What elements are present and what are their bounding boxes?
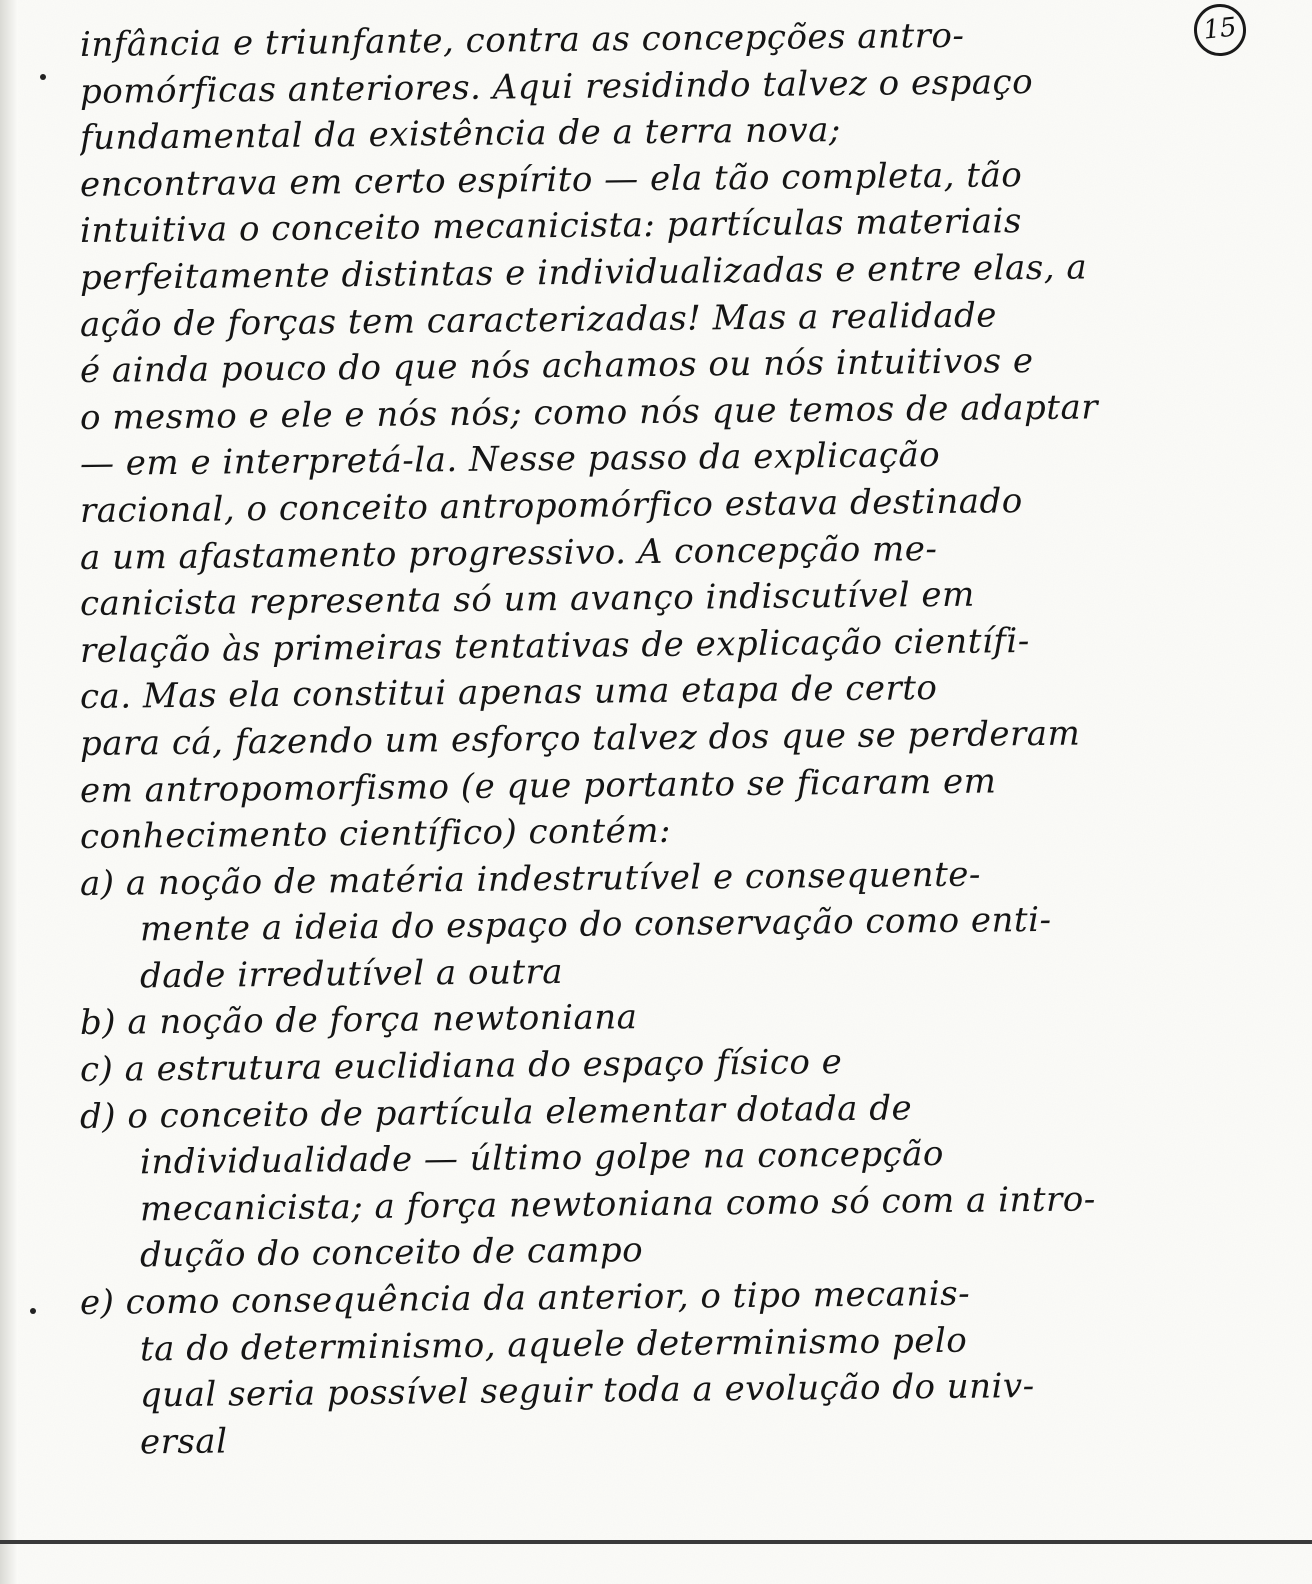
list-item-a: a) a noção de matéria indestrutível e consequente- xyxy=(79,854,982,904)
margin-mark xyxy=(40,74,46,80)
text-line: o mesmo e ele e nós nós; como nós que temos de adaptar xyxy=(79,387,1099,438)
page-bottom-edge xyxy=(0,1540,1312,1544)
text-line: ca. Mas ela constitui apenas uma etapa de certo xyxy=(79,668,938,718)
text-line: conhecimento científico) contém: xyxy=(79,810,672,858)
text-line: fundamental da existência de a terra nova; xyxy=(79,110,842,159)
list-item-e-continuation: ta do determinismo, aquele determinismo pelo xyxy=(139,1320,968,1369)
text-line: é ainda pouco do que nós achamos ou nós intuitivos e xyxy=(79,341,1034,392)
handwritten-text-block xyxy=(79,15,1270,1466)
margin-mark xyxy=(30,1308,36,1314)
page-left-edge-shadow xyxy=(0,0,18,1584)
text-line: para cá, fazendo um esforço talvez dos que se perderam xyxy=(79,713,1081,764)
text-line: — em e interpretá-la. Nesse passo da explicação xyxy=(79,435,941,485)
text-line: infância e triunfante, contra as concepções antro- xyxy=(79,15,965,65)
list-item-a-continuation: dade irredutível a outra xyxy=(139,951,564,997)
list-item-d-continuation: mecanicista; a força newtoniana como só com a intro- xyxy=(139,1179,1096,1230)
list-item-d: d) o conceito de partícula elementar dotada de xyxy=(79,1087,913,1137)
list-item-d-continuation: dução do conceito de campo xyxy=(139,1230,644,1276)
text-line: relação às primeiras tentativas de explicação científi- xyxy=(79,620,1030,671)
list-item-b: b) a noção de força newtoniana xyxy=(79,997,638,1044)
list-item-e-continuation: qual seria possível seguir toda a evolução do univ- xyxy=(139,1366,1035,1416)
text-line: em antropomorfismo (e que portanto se ficaram em xyxy=(79,760,997,811)
text-line: intuitiva o conceito mecanicista: partículas materiais xyxy=(79,201,1023,252)
list-item-e: e) como consequência da anterior, o tipo mecanis- xyxy=(79,1273,971,1324)
list-item-a-continuation: mente a ideia do espaço do conservação como enti- xyxy=(139,900,1052,950)
text-line: racional, o conceito antropomórfico estava destinado xyxy=(79,481,1023,531)
list-item-c: c) a estrutura euclidiana do espaço físico e xyxy=(79,1042,843,1091)
text-line: perfeitamente distintas e individualizadas e entre elas, a xyxy=(79,247,1088,298)
text-line: a um afastamento progressivo. A concepção me- xyxy=(79,528,938,578)
text-line: pomórficas anteriores. Aqui residindo talvez o espaço xyxy=(79,61,1034,112)
text-line: encontrava em certo espírito — ela tão completa, tão xyxy=(79,154,1023,205)
page-number: 15 xyxy=(1191,1,1248,58)
text-line: canicista representa só um avanço indiscutível em xyxy=(79,574,975,625)
list-item-e-continuation: ersal xyxy=(139,1421,228,1463)
text-line: ação de forças tem caracterizadas! Mas a realidade xyxy=(79,294,998,345)
list-item-d-continuation: individualidade — último golpe na concepção xyxy=(139,1134,945,1183)
